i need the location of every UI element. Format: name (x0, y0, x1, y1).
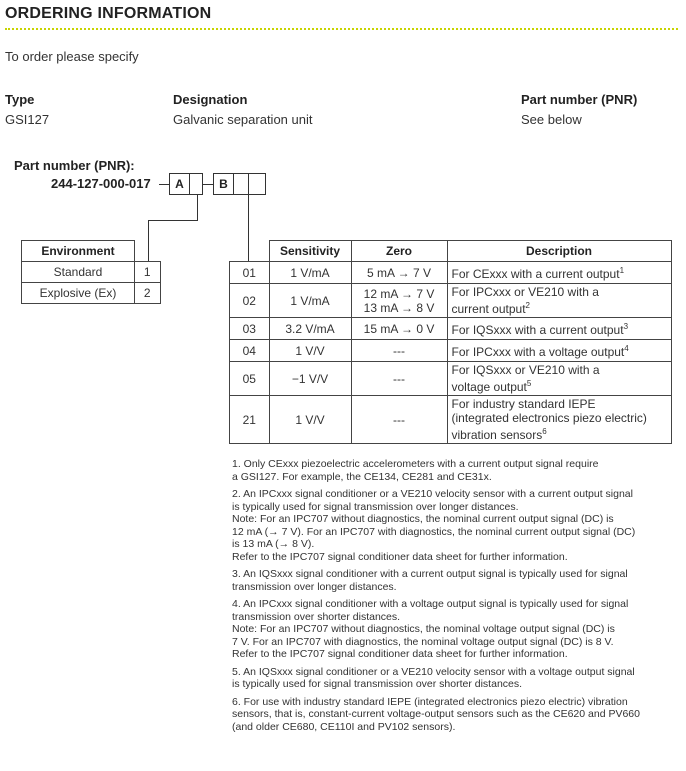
type-value: GSI127 (5, 112, 50, 127)
footnote-3: 3. An IQSxxx signal conditioner with a current output signal is typically used for signal transmission over longer distances. (232, 568, 628, 593)
footnote-2: 2. An IPCxxx signal conditioner or a VE210 velocity sensor with a current output signal is typically used for signal transmission over longer distances. Note: For an IPC707 without diagnostics, the nominal current output signal (DC) is 12 mA (→ 7 V). For an IPC707 with diagnostics, the nominal current output signal (DC) is 13 mA (→ 8 V). Refer to the IPC707 signal conditioner data sheet for further information. (232, 488, 636, 563)
table-row (230, 318, 672, 340)
designation-label: Designation (173, 92, 248, 107)
environment-header: Environment (22, 241, 135, 262)
sensitivity-value: 1 V/mA (269, 262, 351, 284)
footnote-6: 6. For use with industry standard IEPE (integrated electronics piezo electric) vibration sensors, that is, constant-current voltage-output sensors such as the CE620 and PV660 (and older CE680, CE110I and PV102 sensors). (232, 695, 640, 733)
designation-value: Galvanic separation unit (173, 112, 313, 127)
sensitivity-code: 01 (230, 262, 270, 284)
pnr-dash-b (203, 184, 213, 185)
sensitivity-value: 1 V/mA (269, 284, 351, 318)
zero-value: 5 mA → 7 V (351, 262, 447, 284)
pnr-box-b: B (213, 173, 234, 195)
sensitivity-code: 03 (230, 318, 270, 340)
pnr-diagram-label: Part number (PNR): (14, 158, 135, 173)
sensitivity-value: 3.2 V/mA (269, 318, 351, 340)
sensitivity-table (229, 240, 672, 444)
zero-value: 15 mA → 0 V (351, 318, 447, 340)
footnote-5: 5. An IQSxxx signal conditioner or a VE210 velocity sensor with a voltage output signal is typically used for signal transmission over shorter distances. (232, 665, 635, 690)
table-row (230, 340, 672, 362)
footnote-1: 1. Only CExxx piezoelectric accelerometers with a current output signal require a GSI127. For example, the CE134, CE281 and CE31x. (232, 458, 599, 483)
sensitivity-code: 05 (230, 362, 270, 396)
description-value: For CExxx with a current output$^1$ (447, 262, 671, 284)
pnr-dash-a (159, 184, 169, 185)
table-row (230, 284, 672, 318)
environment-table (21, 240, 161, 304)
zero-value: --- (351, 340, 447, 362)
table-row (230, 262, 672, 284)
description-header: Description (447, 241, 671, 262)
description-value: For IPCxxx with a voltage output$^4$ (447, 340, 671, 362)
zero-value: --- (351, 396, 447, 444)
zero-header: Zero (351, 241, 447, 262)
environment-code: 1 (135, 262, 161, 283)
pnr-box-b-blank-1 (233, 173, 249, 195)
sensitivity-header: Sensitivity (269, 241, 351, 262)
section-title: ORDERING INFORMATION (5, 5, 212, 22)
sensitivity-code: 02 (230, 284, 270, 318)
zero-value: 12 mA → 7 V 13 mA → 8 V (351, 284, 447, 318)
table-row (230, 396, 672, 444)
environment-name: Explosive (Ex) (22, 283, 135, 304)
sensitivity-code: 04 (230, 340, 270, 362)
type-label: Type (5, 92, 35, 107)
pnr-column-value: See below (521, 112, 582, 127)
pnr-box-b-blank-2 (248, 173, 266, 195)
sensitivity-value: −1 V/V (269, 362, 351, 396)
environment-code: 2 (135, 283, 161, 304)
connector-a-vertical (197, 194, 198, 220)
table-row (22, 283, 161, 304)
description-value: For IQSxxx or VE210 with a voltage output$^5$ (447, 362, 671, 396)
title-divider (5, 28, 678, 30)
table-row (22, 262, 161, 283)
sensitivity-value: 1 V/V (269, 340, 351, 362)
environment-name: Standard (22, 262, 135, 283)
footnote-4: 4. An IPCxxx signal conditioner with a voltage output signal is typically used for signal transmission over shorter distances. Note: For an IPC707 without diagnostics, the nominal voltage output signal (DC) is 7 V. For an IPC707 with diagnostics, the nominal voltage output signal (DC) is 8 V. Refer to the IPC707 signal conditioner data sheet for further information. (232, 598, 629, 660)
pnr-base-code: 244-127-000-017 (51, 176, 151, 191)
environment-header-spacer (135, 241, 161, 262)
pnr-column-label: Part number (PNR) (521, 92, 638, 107)
pnr-box-a: A (169, 173, 190, 195)
connector-a-horizontal (148, 220, 198, 221)
sensitivity-code: 21 (230, 396, 270, 444)
table-row (230, 362, 672, 396)
description-value: For IPCxxx or VE210 with a current output$^2$ (447, 284, 671, 318)
description-value: For IQSxxx with a current output$^3$ (447, 318, 671, 340)
description-value: For industry standard IEPE (integrated electronics piezo electric) vibration sensors$^6$ (447, 396, 671, 444)
zero-value: --- (351, 362, 447, 396)
pnr-box-a-blank (189, 173, 203, 195)
sensitivity-value: 1 V/V (269, 396, 351, 444)
code-header-spacer (230, 241, 270, 262)
footnotes (232, 458, 676, 738)
intro-text: To order please specify (5, 49, 139, 64)
